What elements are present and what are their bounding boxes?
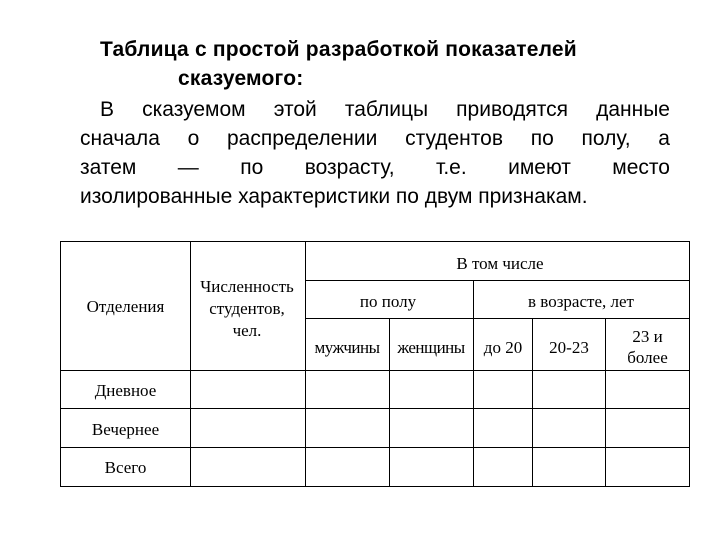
header-age-23-plus-line-1: 23 и — [632, 327, 663, 346]
header-age-under-20: до 20 — [483, 338, 523, 357]
paragraph-line-2: сначала о распределении студентов по полу, а — [80, 127, 670, 150]
header-count-line-3: чел. — [232, 321, 262, 340]
header-female: женщины — [397, 338, 465, 357]
paragraph-line-3: затем — по возрасту, т.е. имеют место — [80, 156, 670, 179]
title-line-1: Таблица с простой разработкой показателей — [100, 38, 577, 61]
table-border-right — [689, 241, 690, 487]
table-line-header-bottom — [60, 370, 690, 371]
row-label-total: Всего — [104, 458, 147, 477]
header-male: мужчины — [314, 338, 380, 357]
table-line-row2-bottom — [60, 447, 690, 448]
header-count-line-1: Численность — [200, 277, 294, 296]
header-age-23-plus-line-2: более — [627, 348, 668, 367]
table-line-including-bottom — [305, 280, 690, 281]
row-label-evening: Вечернее — [91, 420, 160, 439]
table-border-bottom — [60, 486, 690, 487]
header-by-age: в возрасте, лет — [528, 292, 634, 311]
table-line-col4 — [473, 280, 474, 487]
header-departments: Отделения — [86, 297, 165, 316]
title-line-2: сказуемого: — [178, 67, 304, 90]
table-border-left — [60, 241, 61, 487]
table-line-subgroup-bottom — [305, 318, 690, 319]
table-line-row1-bottom — [60, 408, 690, 409]
table-border-top — [60, 241, 690, 242]
header-including: В том числе — [456, 254, 544, 273]
header-by-sex: по полу — [359, 292, 417, 311]
header-age-20-23: 20-23 — [549, 338, 589, 357]
paragraph-line-1: В сказуемом этой таблицы приводятся данные — [100, 98, 670, 121]
row-label-day: Дневное — [94, 381, 157, 400]
header-count-line-2: студентов, — [209, 299, 285, 318]
paragraph-line-4: изолированные характеристики по двум признакам. — [80, 185, 588, 208]
